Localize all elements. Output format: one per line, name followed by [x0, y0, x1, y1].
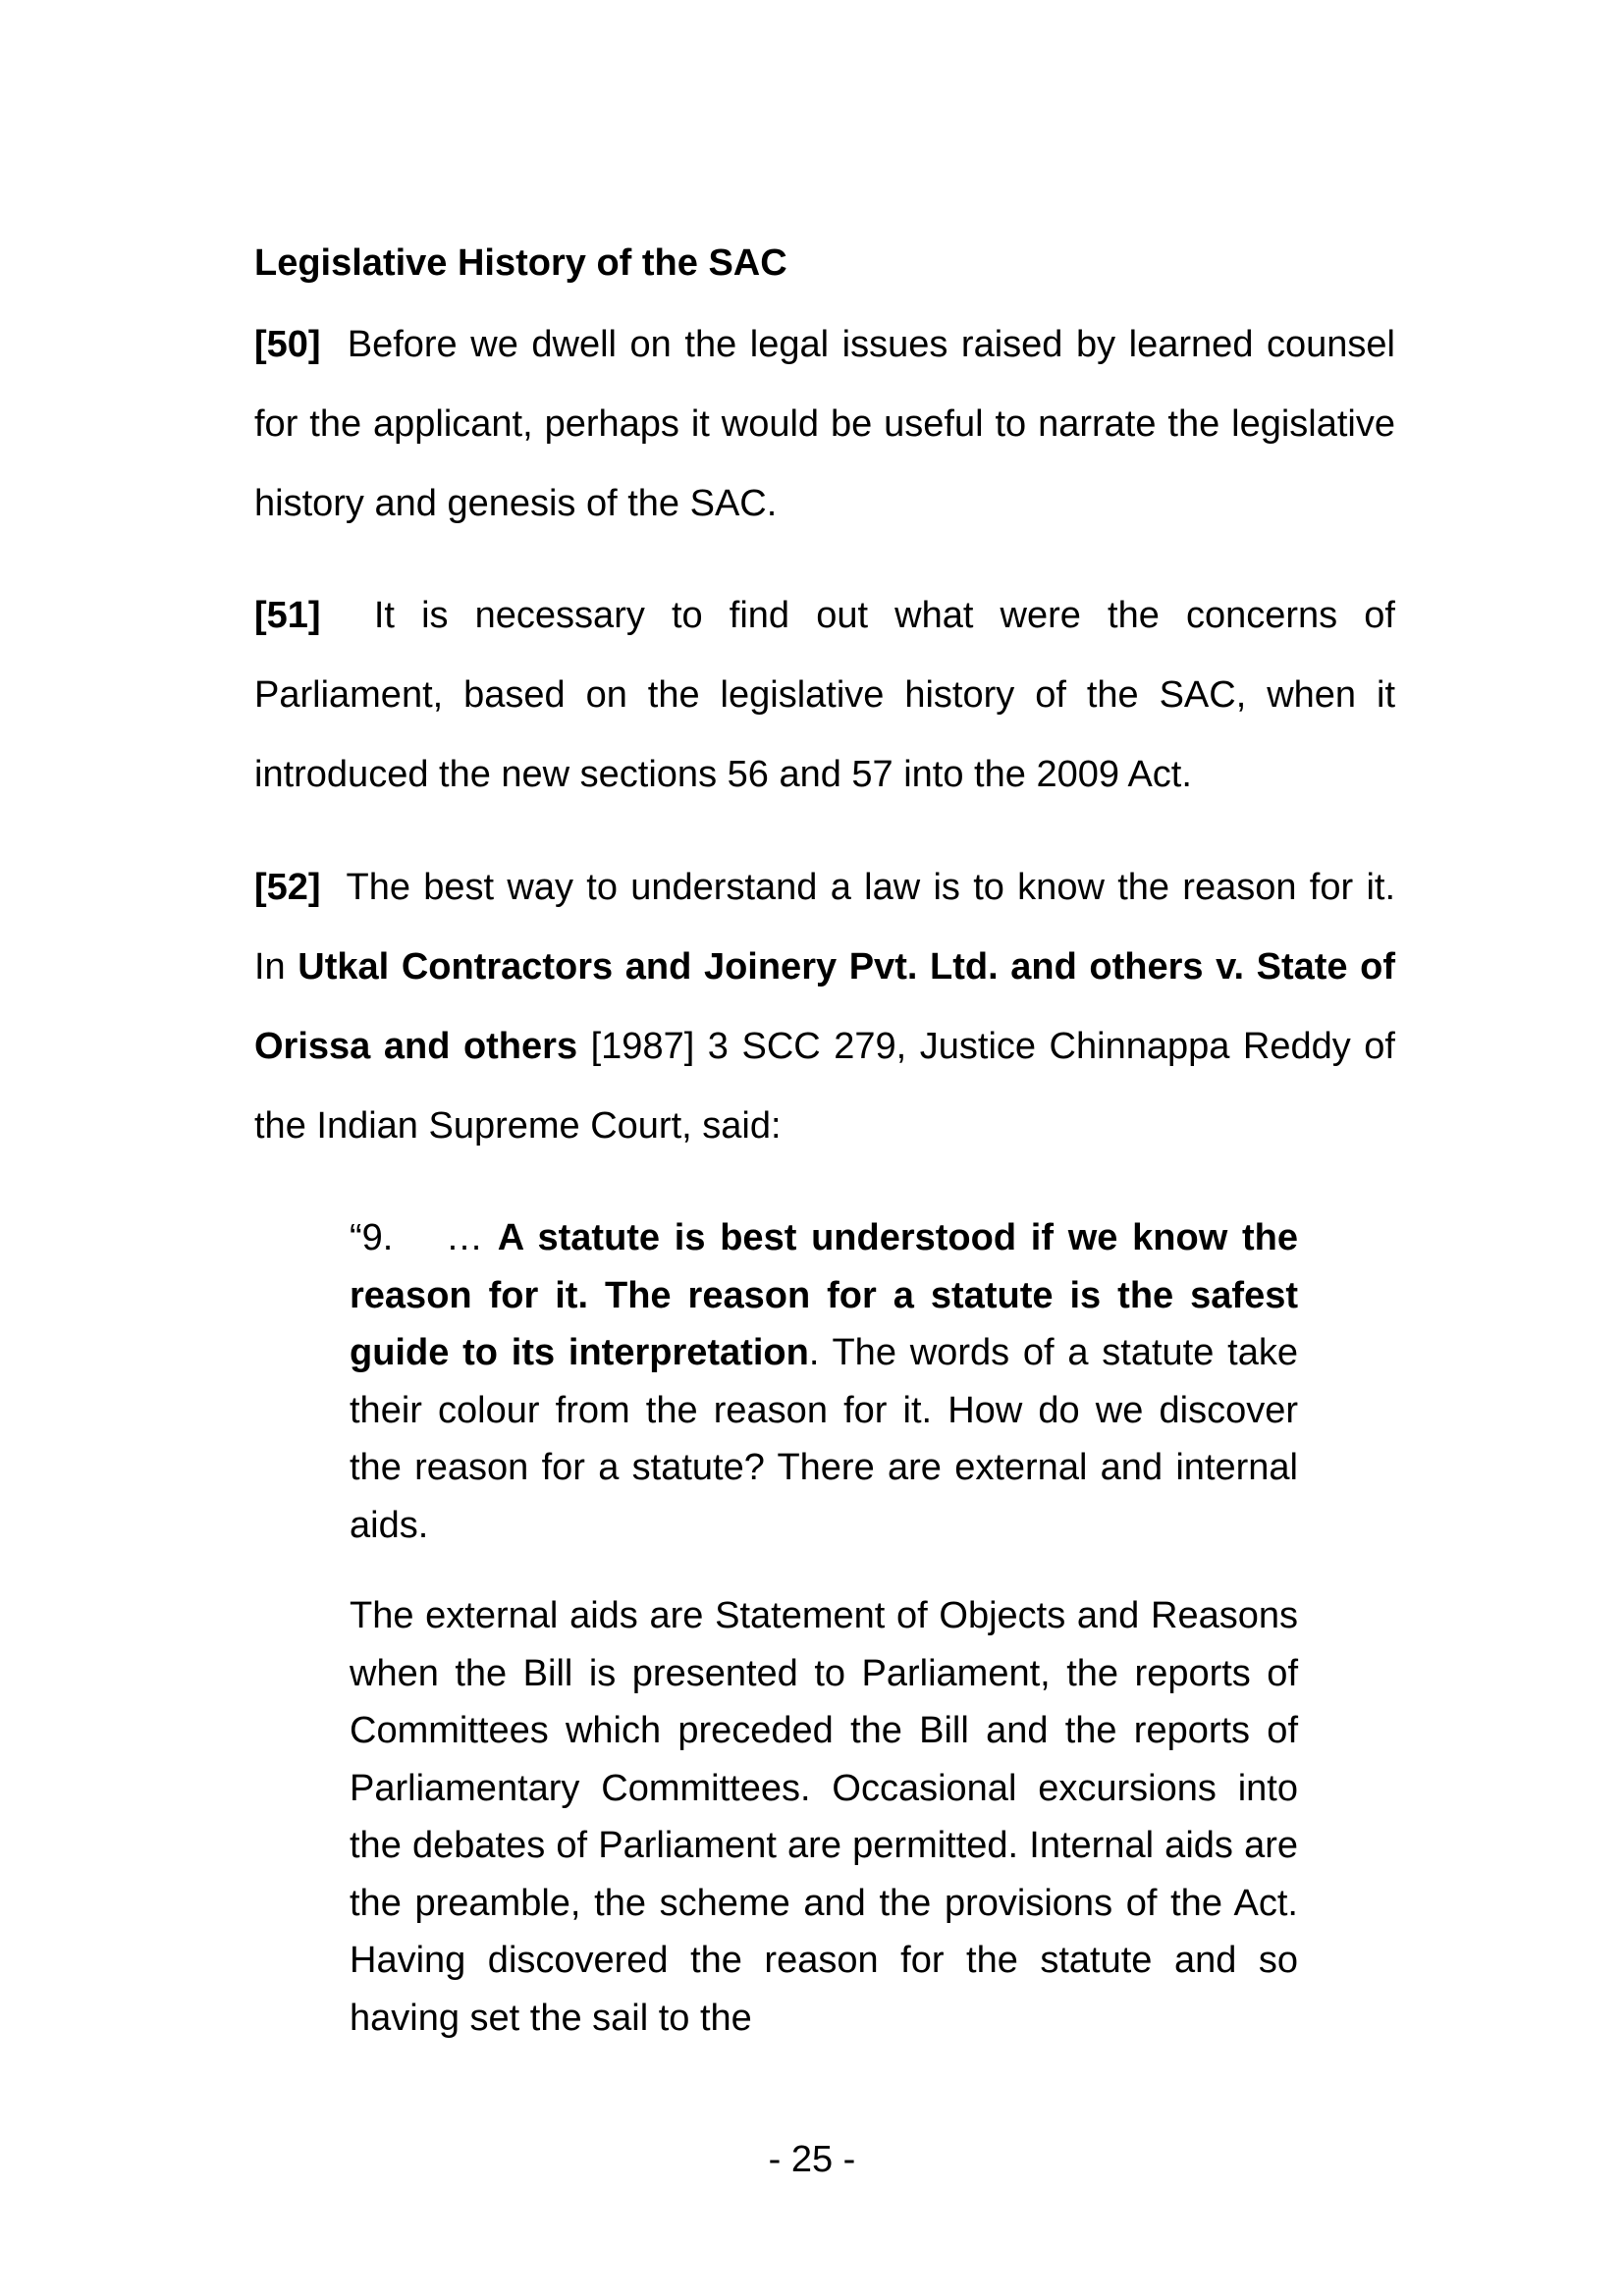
quote-emphasis: A statute is best understood if we know the reason for it. The reason for a statute is the safest guide to its interpretation [350, 1217, 1298, 1373]
paragraph-number: [51] [254, 595, 321, 636]
paragraph-50 [254, 305, 1395, 544]
paragraph-number: [52] [254, 867, 321, 908]
paragraph-51 [254, 576, 1395, 815]
page-number: - 25 - [768, 2139, 856, 2180]
section-heading: Legislative History of the SAC [254, 242, 787, 284]
block-quote-part-1 [350, 1209, 1298, 1554]
block-quote-part-2: The external aids are Statement of Objects and Reasons when the Bill is presented to Parliament, the reports of Committees which preceded the Bill and the reports of Parliamentary Committees. Occasional excursions into the debates of Parliament are permitted. Internal aids are the preamble, the scheme and the provisions of the Act. Having discovered the reason for the statute and so having set the sail to the [350, 1595, 1298, 2039]
paragraph-text: Before we dwell on the legal issues raised by learned counsel for the applicant, perhaps it would be useful to narrate the legislative history and genesis of the SAC. [254, 324, 1395, 524]
quote-text: . The words of a statute take their colour from the reason for it. How do we discover the reason for a statute? There are external and internal aids. [350, 1332, 1298, 1546]
paragraph-text-continued: [1987] 3 SCC 279, Justice Chinnappa Reddy of the Indian Supreme Court, said: [254, 1026, 1395, 1147]
paragraph-52 [254, 848, 1395, 1166]
case-citation-name: Utkal Contractors and Joinery Pvt. Ltd. and others v. State of Orissa and others [254, 946, 1395, 1067]
paragraph-number: [50] [254, 324, 321, 365]
paragraph-text: The best way to understand a law is to know the reason for it. In [254, 867, 1395, 988]
quote-paragraph-number: “9. [350, 1217, 394, 1258]
quote-ellipsis: … [446, 1217, 498, 1258]
paragraph-text: It is necessary to find out what were the concerns of Parliament, based on the legislative history of the SAC, when it introduced the new sections 56 and 57 into the 2009 Act. [254, 595, 1395, 795]
